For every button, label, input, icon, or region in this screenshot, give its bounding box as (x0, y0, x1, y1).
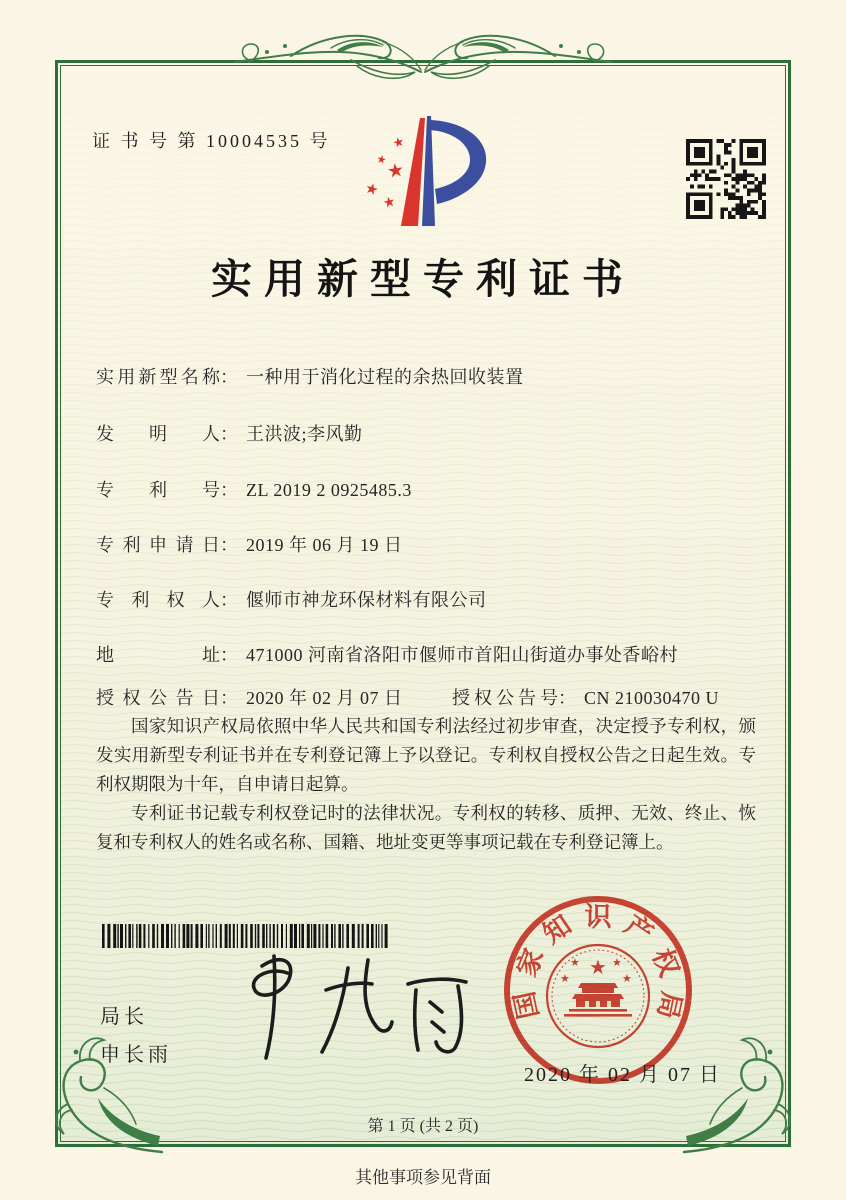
certificate-title: 实用新型专利证书 (211, 256, 635, 302)
field-value: ZL 2019 2 0925485.3 (246, 480, 412, 500)
handwritten-signature (228, 946, 478, 1071)
cnipa-logo (344, 108, 504, 238)
svg-text:识: 识 (584, 902, 612, 932)
field-value: 471000 河南省洛阳市偃师市首阳山街道办事处香峪村 (246, 645, 678, 665)
label-colon: ： (220, 645, 238, 665)
svg-text:★: ★ (622, 972, 632, 985)
label-colon: ： (220, 424, 238, 444)
label-colon: ： (220, 480, 238, 500)
legal-paragraph-2: 专利证书记载专利权登记时的法律状况。专利权的转移、质押、无效、终止、恢复和专利权人的姓名或名称、国籍、地址变更等事项记载在专利登记簿上。 (96, 803, 756, 852)
svg-text:★: ★ (381, 193, 398, 212)
back-side-note: 其他事项参见背面 (355, 1168, 491, 1187)
svg-text:★: ★ (612, 956, 622, 969)
field-value: 一种用于消化过程的余热回收装置 (246, 367, 524, 387)
field-value: 2019 年 06 月 19 日 (246, 535, 403, 555)
page-number: 第 1 页 (共 2 页) (367, 1118, 479, 1135)
field-label: 发明人 (96, 424, 220, 444)
field-address (96, 641, 678, 667)
field-patentee (96, 586, 487, 612)
svg-text:家: 家 (511, 944, 550, 981)
signer-title: 局长 (100, 1006, 148, 1028)
field-label: 专利申请日 (96, 535, 220, 555)
svg-text:★: ★ (385, 158, 406, 183)
svg-text:★: ★ (362, 178, 381, 200)
field-label: 实用新型名称 (96, 367, 220, 387)
svg-text:★: ★ (570, 956, 580, 969)
field-value: 偃师市神龙环保材料有限公司 (246, 590, 487, 610)
svg-text:权: 权 (646, 944, 685, 981)
svg-text:★: ★ (391, 134, 407, 152)
label-colon: ： (220, 688, 238, 708)
barcode (100, 924, 392, 948)
field-utility-model-name (96, 363, 524, 389)
label-colon: ： (558, 688, 576, 708)
svg-text:局: 局 (651, 988, 687, 1022)
field-grant-number (452, 684, 719, 710)
legal-text (96, 712, 756, 857)
svg-text:★: ★ (589, 955, 607, 979)
field-patent-number (96, 476, 412, 502)
qr-code (670, 124, 782, 234)
svg-text:产: 产 (619, 909, 659, 950)
field-filing-date (96, 531, 403, 557)
signer-name: 申长雨 (100, 1044, 172, 1066)
label-colon: ： (220, 590, 238, 610)
svg-text:★: ★ (560, 972, 570, 985)
legal-paragraph-1: 国家知识产权局依照中华人民共和国专利法经过初步审查，决定授予专利权，颁发实用新型专利证书并在专利登记簿上予以登记。专利权自授权公告之日起生效。专利权期限为十年，自申请日起算。 (96, 716, 756, 794)
field-label: 专利权人 (96, 590, 220, 610)
svg-text:国: 国 (509, 988, 545, 1022)
field-label: 授权公告号 (452, 688, 558, 708)
field-inventor (96, 420, 363, 446)
label-colon: ： (220, 367, 238, 387)
field-grant-date (96, 688, 403, 708)
svg-text:知: 知 (537, 909, 577, 950)
label-colon: ： (220, 535, 238, 555)
national-emblem (547, 945, 649, 1047)
field-label: 地址 (96, 645, 220, 665)
field-value: CN 210030470 U (584, 688, 720, 708)
field-value: 2020 年 02 月 07 日 (246, 688, 403, 708)
certificate-number: 证 书 号 第 10004535 号 (92, 131, 331, 151)
field-grant-row (96, 684, 756, 710)
svg-text:★: ★ (375, 152, 388, 167)
seal-date: 2020 年 02 月 07 日 (524, 1064, 721, 1086)
field-label: 专利号 (96, 480, 220, 500)
field-value: 王洪波;李风勤 (246, 424, 363, 444)
field-label: 授权公告日 (96, 688, 220, 708)
